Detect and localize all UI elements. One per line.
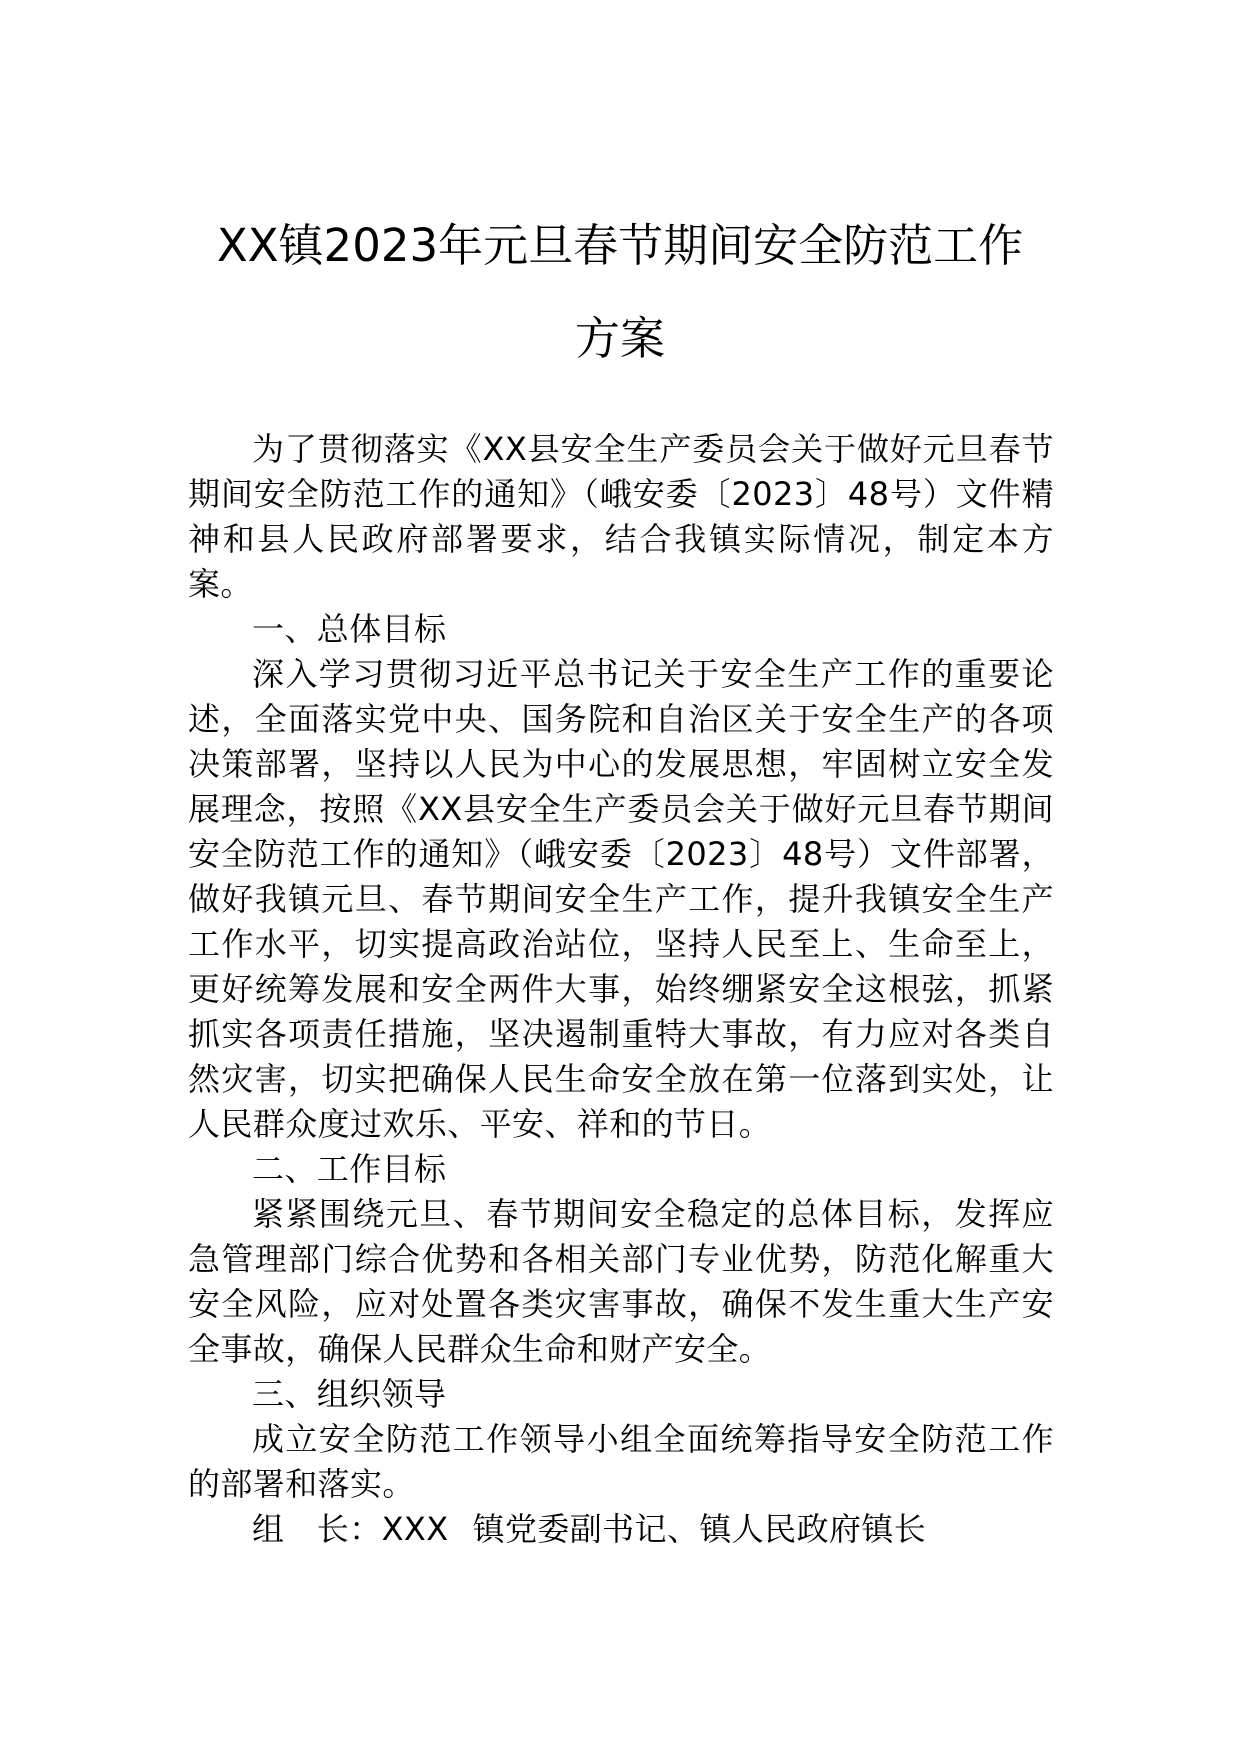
leader-line (188, 1507, 1054, 1552)
leader-name: XXX (381, 1510, 449, 1548)
section-body-overall-goal: 深入学习贯彻习近平总书记关于安全生产工作的重要论述，全面落实党中央、国务院和自治区关于安全生产的各项决策部署，坚持以人民为中心的发展思想，牢固树立安全发展理念，按照《XX县安全生产委员会关于做好元旦春节期间安全防范工作的通知》（峨安委〔2023〕48号）文件部署，做好我镇元旦、春节期间安全生产工作，提升我镇安全生产工作水平，切实提高政治站位，坚持人民至上、生命至上，更好统筹发展和安全两件大事，始终绷紧安全这根弦，抓紧抓实各项责任措施，坚决遏制重特大事故，有力应对各类自然灾害，切实把确保人民生命安全放在第一位落到实处，让人民群众度过欢乐、平安、祥和的节日。 (188, 655, 1054, 1143)
section-heading-overall-goal: 一、总体目标 (252, 610, 447, 648)
section-body-organization: 成立安全防范工作领导小组全面统筹指导安全防范工作的部署和落实。 (188, 1420, 1054, 1503)
intro-paragraph: 为了贯彻落实《XX县安全生产委员会关于做好元旦春节期间安全防范工作的通知》（峨安委〔2023〕48号）文件精神和县人民政府部署要求，结合我镇实际情况，制定本方案。 (188, 430, 1054, 603)
section-heading-organization: 三、组织领导 (252, 1375, 447, 1413)
section-body-work-goal: 紧紧围绕元旦、春节期间安全稳定的总体目标，发挥应急管理部门综合优势和各相关部门专业优势，防范化解重大安全风险，应对处置各类灾害事故，确保不发生重大生产安全事故，确保人民群众生命和财产安全。 (188, 1195, 1054, 1368)
leader-label: 组 长： (252, 1510, 382, 1548)
document-body (188, 427, 1054, 1552)
document-title-line1: XX镇2023年元旦春节期间安全防范工作 (216, 219, 1024, 272)
document-title-line2: 方案 (574, 312, 665, 365)
section-heading-work-goal: 二、工作目标 (252, 1150, 447, 1188)
leader-position: 镇党委副书记、镇人民政府镇长 (472, 1510, 927, 1548)
